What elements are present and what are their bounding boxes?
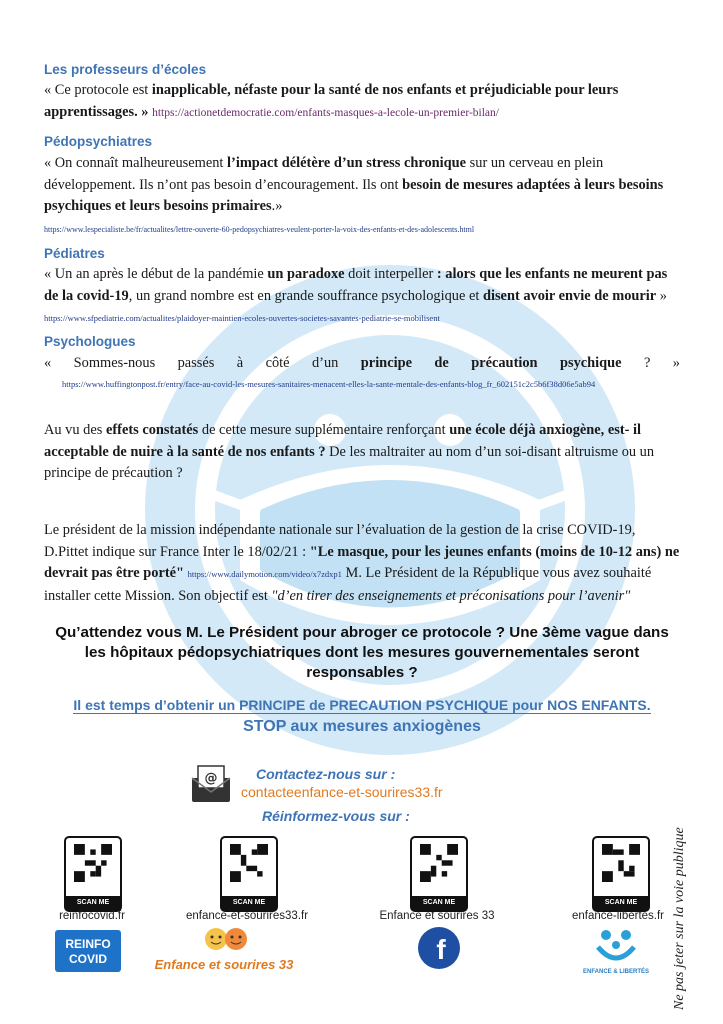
enfance-sourires-logo [154,925,294,977]
inform-heading: Réinformez-vous sur : [262,808,410,824]
para-italic: "d’en tirer des enseignements et préconisations pour l’avenir" [271,587,631,604]
qr-code-enfance-sourires-fb[interactable] [410,836,468,912]
enfance-libertes-logo [582,925,650,977]
svg-text:@: @ [204,771,218,786]
section-title-teachers: Les professeurs d’écoles [44,62,207,77]
quote-text: sur un cerveau en plein développement. Ils n’ont pas besoin d’encouragement. Ils ont [44,155,604,193]
quote-text: , un grand nombre est en grande souffrance psychologique et [128,287,483,304]
mail-icon [190,764,232,804]
quote-bold: un paradoxe [267,266,345,282]
source-link-psychologists[interactable]: https://www.huffingtonpost.fr/entry/face-au-covid-les-mesures-sanitaires-menacent-elles-la-sante-mentale-des-enfants-blog_fr_602151c2c5b6f38d06e5ab94 [62,379,596,389]
qr-label-reinfocovid[interactable]: reinfocovid.fr [59,910,125,922]
qr-code-reinfocovid[interactable] [64,836,122,912]
side-note-litter: Ne pas jeter sur la voie publique [672,827,687,1010]
quote-text: « Sommes-nous passés à côté d’un [44,355,361,371]
quote-text: « On connaît malheureusement [44,155,228,171]
para-bold: effets constatés [105,422,199,438]
svg-text:ENFANCE & LIBERTÉS: ENFANCE & LIBERTÉS [582,969,650,975]
qr-code-enfance-libertes[interactable] [592,836,650,912]
scan-me-label: SCAN ME [66,896,120,910]
qr-pattern-icon [602,844,640,882]
cta-principle-text: Il est temps d’obtenir un PRINCIPE de PRECAUTION PSYCHIQUE pour NOS ENFANTS. [73,697,651,713]
qr-pattern-icon [420,844,458,882]
quote-text: « Ce protocole est [44,82,152,98]
facebook-icon[interactable] [417,926,461,970]
contact-email[interactable]: contacteenfance-et-sourires33.fr [241,784,443,800]
section-quote-child-psychiatrists [44,153,680,240]
source-link-child-psychiatrists[interactable]: https://www.lespecialiste.be/fr/actualites/lettre-ouverte-60-pedopsychiatres-veulent-porter-la-voix-des-enfants-et-des-adolescents.html [44,224,475,234]
qr-pattern-icon [230,844,268,882]
para-text: de cette mesure supplémentaire renforçant [198,422,450,438]
section-quote-pediatricians [44,264,680,330]
quote-bold: : alors que les enfants ne meurent pas de la covid-19 [44,266,668,304]
qr-label-enfance-libertes[interactable]: enfance-libertes.fr [571,910,665,922]
qr-label-enfance-sourires-site[interactable]: enfance-et-sourires33.fr [185,910,309,922]
section-quote-psychologists [44,353,680,375]
scan-me-label: SCAN ME [594,896,648,910]
section-quote-teachers [44,80,680,124]
quote-text: ? » [621,355,680,371]
qr-code-enfance-sourires-site[interactable] [220,836,278,912]
quote-bold: principe de précaution psychique [360,355,622,371]
svg-text:COVID: COVID [68,952,108,966]
quote-text: .» [271,198,283,214]
quote-text: » [656,287,667,304]
contact-heading: Contactez-nous sur : [256,766,396,782]
cta-stop: STOP aux mesures anxiogènes [243,718,481,735]
svg-text:Enfance et sourires 33: Enfance et sourires 33 [154,957,294,972]
quote-bold: l’impact délétère d’un stress chronique [227,155,467,171]
section-title-child-psychiatrists: Pédopsychiatres [44,134,153,149]
source-link-dailymotion[interactable]: https://www.dailymotion.com/video/x7zdxp1 [187,569,342,579]
quote-bold: besoin de mesures adaptées à leurs besoins psychiques et leurs besoins primaires [44,176,664,214]
para-bold: une école déjà anxiogène, est- il acceptable de nuire à la santé de nos enfants ? [44,422,642,460]
reinfo-covid-logo [55,930,121,972]
svg-text:f: f [436,934,446,965]
para-text: Le président de la mission indépendante nationale sur l’évaluation de la gestion de la crise COVID-19, D.Pittet indique sur France Inter le 18/02/21 : [44,522,636,560]
para-text: M. Le Président de la République vous avez souhaité installer cette Mission. Son objectif est [44,565,652,604]
question-president: Qu’attendez vous M. Le Président pour abroger ce protocole ? Une 3ème vague dans les hôpitaux pédopsychiatriques dont les mesures gouvernementales seront responsables ? [55,624,669,681]
section-title-pediatricians: Pédiatres [44,246,105,261]
source-link-psychologists-wrap [62,376,602,391]
scan-me-label: SCAN ME [222,896,276,910]
svg-text:REINFO: REINFO [65,937,111,951]
qr-pattern-icon [74,844,112,882]
para-text: Au vu des [44,422,106,438]
source-link-pediatricians[interactable]: https://www.sfpediatrie.com/actualites/plaidoyer-maintien-ecoles-ouvertes-societes-savantes-pediatrie-se-mobilisent [44,313,440,323]
paragraph-pittet [44,520,680,607]
quote-bold: disent avoir envie de mourir [482,287,657,304]
quote-bold: inapplicable, néfaste pour la santé de nos enfants et préjudiciable pour leurs apprentissages. » [44,82,619,120]
scan-me-label: SCAN ME [412,896,466,910]
para-bold: "Le masque, pour les jeunes enfants (moins de 10-12 ans) ne devrait pas être porté" [44,543,680,581]
source-link-teachers[interactable]: https://actionetdemocratie.com/enfants-masques-a-lecole-un-premier-bilan/ [152,106,499,119]
quote-text: « Un an après le début de la pandémie [44,266,268,282]
paragraph-effects [44,420,680,485]
qr-label-enfance-sourires-fb[interactable]: Enfance et sourires 33 [379,910,495,922]
section-title-psychologists: Psychologues [44,334,136,349]
quote-text: doit interpeller [344,266,437,282]
cta-principle [44,697,680,713]
para-text: De les maltraiter au nom d’un soi-disant altruisme ou un principe de précaution ? [44,443,655,481]
